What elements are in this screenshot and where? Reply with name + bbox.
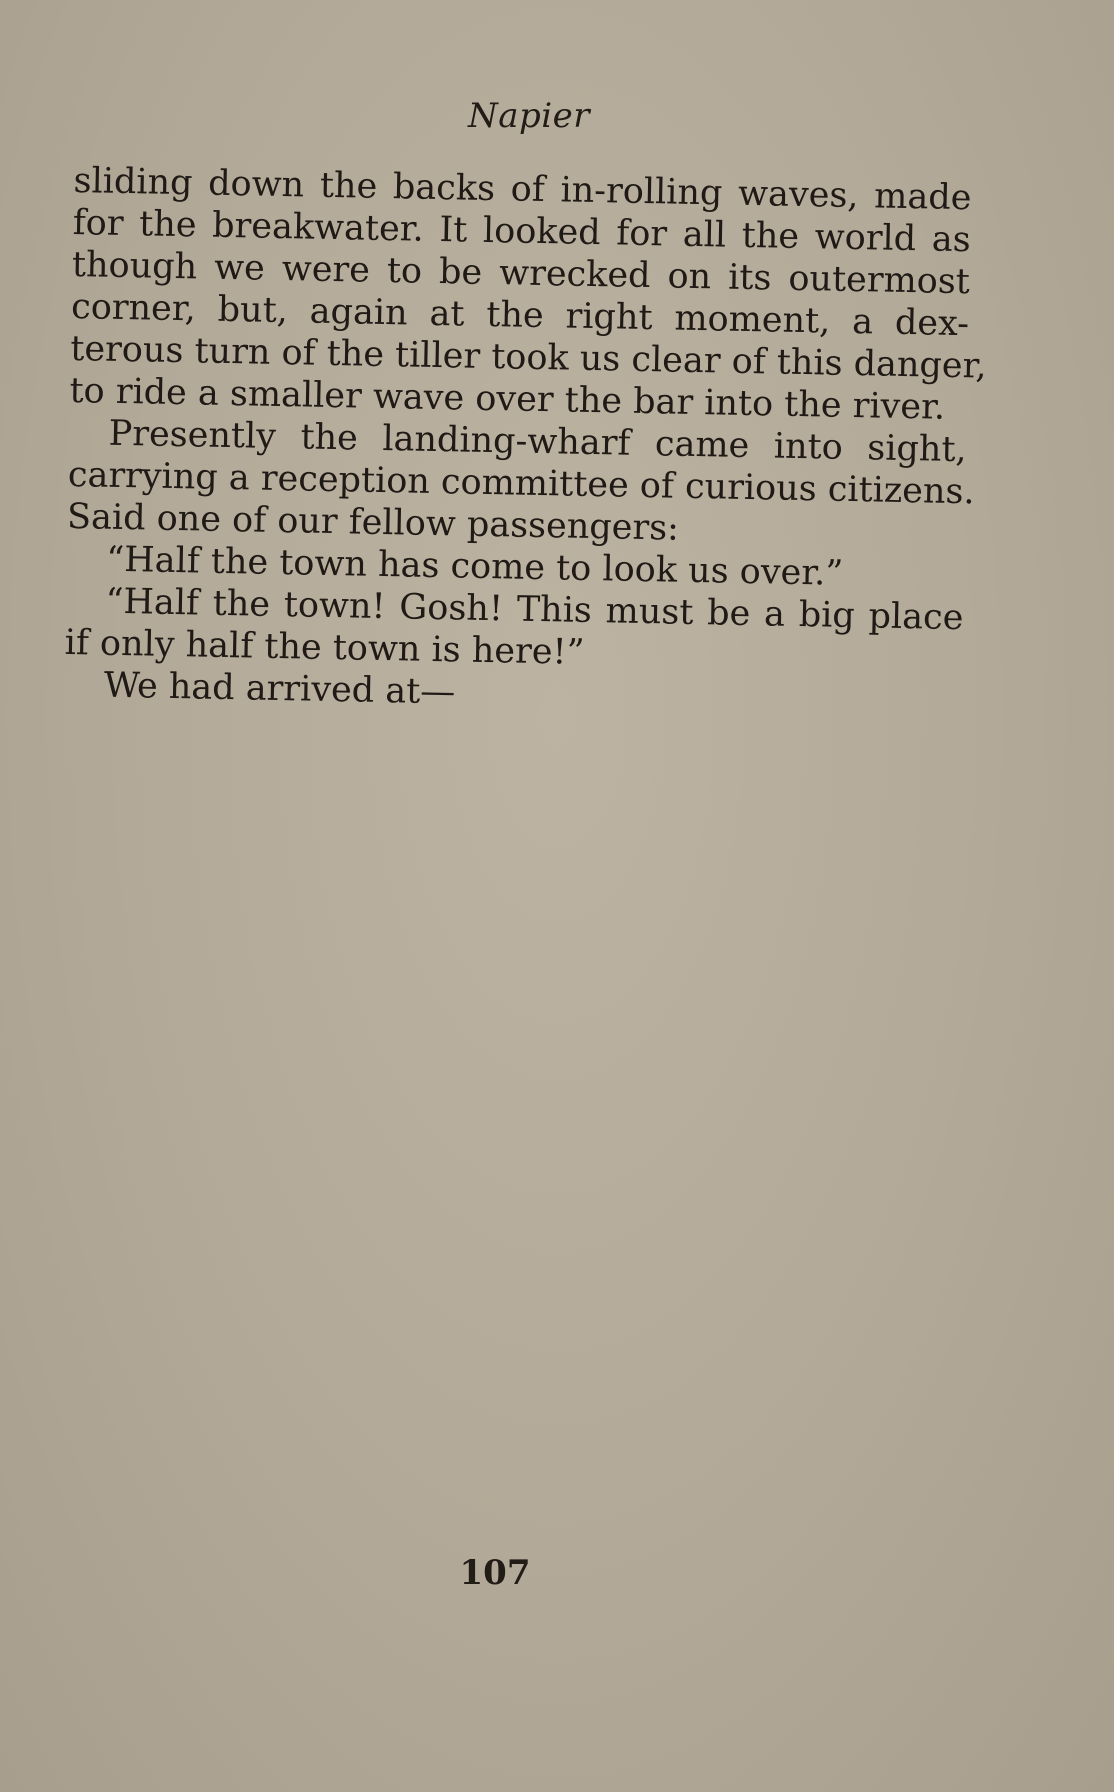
text-line: We had arrived at— bbox=[103, 665, 456, 713]
text-line: for the breakwater. It looked for all the world as bbox=[72, 202, 972, 261]
page-number: 107 bbox=[459, 1553, 531, 1593]
text-line: “Half the town has come to look us over.” bbox=[105, 539, 844, 594]
text-line: though we were to be wrecked on its outermost bbox=[71, 244, 971, 303]
text-line: corner, but, again at the right moment, a dex- bbox=[70, 286, 970, 345]
text-line: carrying a reception committee of curious citizens. bbox=[67, 454, 975, 513]
text-line: sliding down the backs of in-rolling waves, made bbox=[73, 160, 972, 219]
text-line: if only half the town is here!” bbox=[64, 622, 585, 673]
text-line: to ride a smaller wave over the bar into the river. bbox=[69, 370, 946, 428]
text-line: Said one of our fellow passengers: bbox=[66, 496, 680, 549]
running-head: Napier bbox=[467, 96, 591, 136]
text-line: “Half the town! Gosh! This must be a big place bbox=[105, 581, 964, 639]
text-line: terous turn of the tiller took us clear of this danger, bbox=[69, 328, 988, 387]
text-line: Presently the landing-wharf came into sight, bbox=[108, 413, 967, 471]
body-text bbox=[64, 160, 988, 723]
